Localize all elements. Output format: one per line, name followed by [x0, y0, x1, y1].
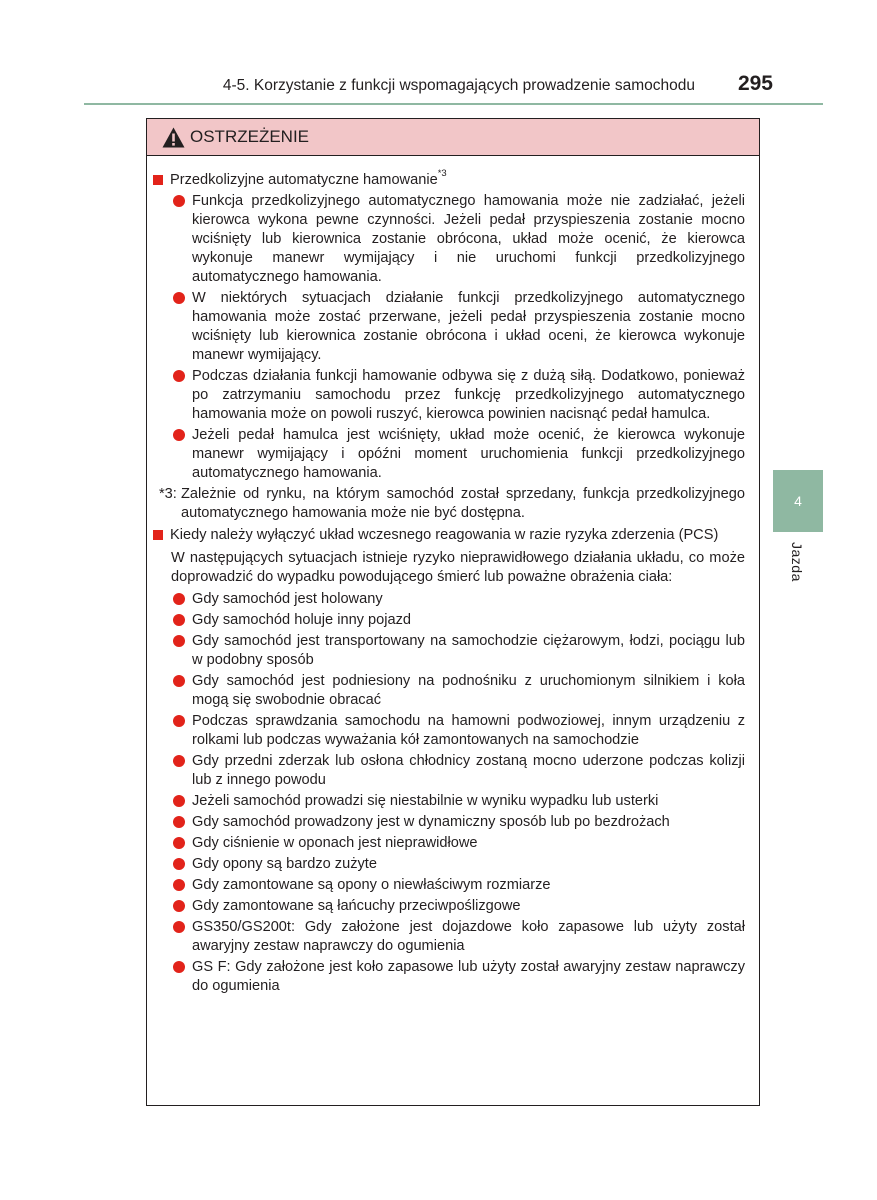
warning-header: [147, 119, 759, 156]
bullet-item: [173, 611, 745, 630]
red-dot-bullet: [173, 675, 185, 687]
bullet-text: GS350/GS200t: Gdy założone jest dojazdowe koło zapasowe lub użyty został awaryjny zestaw naprawczy do ogumienia: [192, 919, 745, 954]
header-rule: [84, 103, 823, 105]
bullet-item: [173, 876, 745, 895]
bullet-item: [173, 367, 745, 424]
red-dot-bullet: [173, 635, 185, 647]
bullet-item: [173, 813, 745, 832]
page-number: 295: [737, 72, 773, 95]
page-header-title: 4-5. Korzystanie z funkcji wspomagających prowadzenie samochodu: [222, 77, 695, 94]
bullet-item: [173, 426, 745, 483]
bullet-text: Gdy samochód jest podniesiony na podnośniku z uruchomionym silnikiem i koła mogą się swobodnie obracać: [192, 673, 745, 708]
bullet-text: Jeżeli samochód prowadzi się niestabilnie w wyniku wypadku lub usterki: [192, 793, 659, 809]
bullet-text: Funkcja przedkolizyjnego automatycznego hamowania może nie zadziałać, jeżeli kierowca wykona pewne czynności. Jeżeli pedał przyspieszenia zostanie mocno wciśnięty lub kierownica zostanie obrócona, układ może ocenić, że kierowca wykonuje manewr wymijający i nie uruchomi funkcji przedkolizyjnego automatycznego hamowania.: [192, 193, 745, 285]
warning-triangle-icon: [162, 127, 185, 148]
footnote-ref: *3: [437, 168, 447, 180]
footnote-mark: *3:: [159, 486, 177, 502]
bullet-text: Jeżeli pedał hamulca jest wciśnięty, układ może ocenić, że kierowca wykonuje manewr wymijający i opóźni moment uruchomienia funkcji przedkolizyjnego automatycznego hamowania.: [192, 427, 745, 481]
bullet-text: Gdy samochód jest transportowany na samochodzie ciężarowym, łodzi, pociągu lub w podobny sposób: [192, 633, 745, 668]
footnote: [159, 485, 745, 523]
red-square-marker: [153, 530, 163, 540]
bullet-text: Podczas działania funkcji hamowanie odbywa się z dużą siłą. Dodatkowo, ponieważ po zatrzymaniu samochodu przez funkcję przedkolizyjnego automatycznego hamowania może on powoli ruszyć, kierowca powinien nacisnąć pedał hamulca.: [192, 368, 745, 422]
bullet-text: Gdy zamontowane są opony o niewłaściwym rozmiarze: [192, 877, 551, 893]
intro-paragraph: W następujących sytuacjach istnieje ryzyko nieprawidłowego działania układu, co może doprowadzić do wypadku powodującego śmierć lub poważne obrażenia ciała:: [171, 550, 745, 585]
bullet-item: [173, 958, 745, 996]
bullet-item: [173, 918, 745, 956]
red-dot-bullet: [173, 593, 185, 605]
warning-content: [147, 156, 759, 996]
bullet-item: [173, 590, 745, 609]
red-dot-bullet: [173, 837, 185, 849]
red-dot-bullet: [173, 858, 185, 870]
warning-title: OSTRZEŻENIE: [190, 127, 310, 146]
red-dot-bullet: [173, 755, 185, 767]
bullet-text: Gdy zamontowane są łańcuchy przeciwpoślizgowe: [192, 898, 521, 914]
bullet-item: [173, 752, 745, 790]
red-dot-bullet: [173, 614, 185, 626]
red-square-marker: [153, 175, 163, 185]
warning-box: [146, 118, 760, 1106]
bullet-item: [173, 855, 745, 874]
bullet-item: [173, 192, 745, 287]
section-heading: [153, 168, 745, 190]
chapter-number: 4: [794, 493, 802, 509]
red-dot-bullet: [173, 195, 185, 207]
red-dot-bullet: [173, 429, 185, 441]
bullet-item: [173, 834, 745, 853]
bullet-item: [173, 897, 745, 916]
bullet-text: W niektórych sytuacjach działanie funkcji przedkolizyjnego automatycznego hamowania może zostać przerwane, jeżeli pedał przyspieszenia zostanie mocno wciśnięty lub kierownica zostanie obrócona i układ oceni, że kierowca wykonuje manewr wymijający.: [192, 290, 745, 363]
section-heading-text: Przedkolizyjne automatyczne hamowanie: [170, 172, 438, 188]
red-dot-bullet: [173, 921, 185, 933]
red-dot-bullet: [173, 370, 185, 382]
bullet-text: Gdy samochód holuje inny pojazd: [192, 612, 412, 628]
red-dot-bullet: [173, 816, 185, 828]
bullet-text: GS F: Gdy założone jest koło zapasowe lub użyty został awaryjny zestaw naprawczy do ogumienia: [192, 959, 745, 994]
bullet-item: [173, 712, 745, 750]
bullet-text: Gdy samochód prowadzony jest w dynamiczny sposób lub po bezdrożach: [192, 814, 670, 830]
bullet-item: [173, 792, 745, 811]
chapter-label: Jazda: [789, 542, 805, 582]
red-dot-bullet: [173, 292, 185, 304]
red-dot-bullet: [173, 795, 185, 807]
red-dot-bullet: [173, 879, 185, 891]
bullet-text: Gdy ciśnienie w oponach jest nieprawidłowe: [192, 835, 478, 851]
bullet-text: Podczas sprawdzania samochodu na hamowni podwoziowej, innym urządzeniu z rolkami lub podczas wyważania kół zamontowanych na samochodzie: [192, 713, 745, 748]
bullet-item: [173, 289, 745, 365]
bullet-text: Gdy opony są bardzo zużyte: [192, 856, 377, 872]
bullet-text: Gdy przedni zderzak lub osłona chłodnicy zostaną mocno uderzone podczas kolizji lub z innego powodu: [192, 753, 745, 788]
chapter-tab[interactable]: [773, 470, 823, 532]
red-dot-bullet: [173, 961, 185, 973]
footnote-text: Zależnie od rynku, na którym samochód został sprzedany, funkcja przedkolizyjnego automatycznego hamowania może nie być dostępna.: [181, 486, 745, 521]
red-dot-bullet: [173, 900, 185, 912]
bullet-item: [173, 672, 745, 710]
red-dot-bullet: [173, 715, 185, 727]
section-heading: [153, 526, 745, 545]
bullet-text: Gdy samochód jest holowany: [192, 591, 383, 607]
bullet-item: [173, 632, 745, 670]
section-heading-text: Kiedy należy wyłączyć układ wczesnego reagowania w razie ryzyka zderzenia (PCS): [170, 527, 719, 543]
